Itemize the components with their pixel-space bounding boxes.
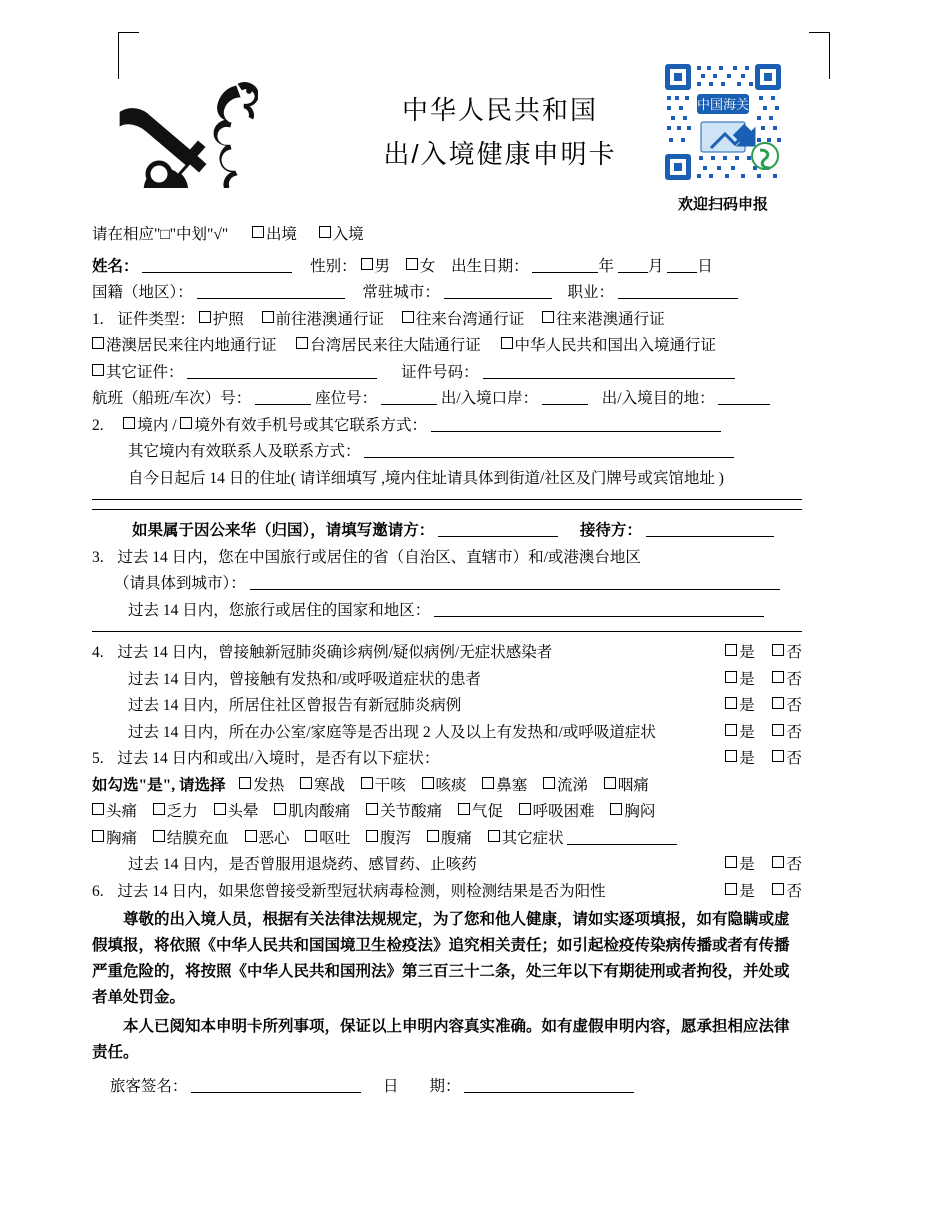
label-symptom-r3-6: 其它症状: [501, 829, 564, 847]
qr-center-label: 中国海关: [696, 97, 750, 112]
label-q5-number: 5.: [92, 750, 104, 767]
yesno-q4-1: [725, 667, 802, 693]
checkbox-symptom-chest-tightness[interactable]: [610, 803, 622, 815]
label-symptom-r3-4: 腹泻: [380, 829, 412, 847]
label-other-contact: 其它境内有效联系人及联系方式：: [128, 443, 361, 460]
input-birth-year[interactable]: [532, 272, 598, 273]
label-symptom-r2-2: 头晕: [227, 803, 259, 820]
row-signature: [92, 1074, 802, 1100]
row-doc-other: [92, 360, 802, 386]
label-symptom-r1-0: 发热: [253, 776, 285, 794]
row-flight: [92, 386, 802, 412]
row-q3-country: [92, 598, 802, 624]
label-q6-number: 6.: [92, 882, 104, 900]
checkbox-hkmacao-resident-permit[interactable]: [92, 337, 104, 349]
label-doc-opt-3: 往来港澳通行证: [556, 310, 665, 328]
label-doc-type: 证件类型：: [117, 310, 195, 328]
input-name[interactable]: [142, 272, 292, 273]
input-birth-month[interactable]: [618, 272, 648, 273]
yesno-q5: [725, 746, 802, 772]
label-no-medicine: 否: [786, 856, 802, 873]
label-q3-country: 过去 14 日内，您旅行或居住的国家和地区：: [128, 601, 431, 619]
label-doc-opt-2: 往来台湾通行证: [415, 310, 525, 328]
label-q4-text-1: 过去 14 日内，曾接触有发热和/或呼吸道症状的患者: [128, 670, 482, 688]
label-destination: 出/入境目的地：: [601, 390, 715, 407]
checkbox-passport[interactable]: [199, 311, 211, 323]
label-yes-medicine: 是: [739, 856, 755, 873]
label-name: 姓名：: [92, 257, 139, 275]
row-medicine: [92, 852, 802, 878]
checkbox-taiwan-resident-permit[interactable]: [296, 337, 308, 349]
label-symptom-r1-4: 鼻塞: [496, 776, 528, 794]
checkbox-female[interactable]: [406, 258, 418, 270]
checkbox-symptom-nausea[interactable]: [245, 830, 257, 842]
input-other-document[interactable]: [187, 378, 377, 379]
input-birth-day[interactable]: [667, 272, 697, 273]
checkbox-entry[interactable]: [319, 226, 331, 238]
input-destination[interactable]: [718, 404, 770, 405]
checkbox-medicine-no[interactable]: [772, 856, 784, 868]
row-q4-2: [92, 693, 802, 719]
label-seat: 座位号：: [315, 390, 378, 407]
checkbox-symptom-headache[interactable]: [92, 803, 104, 815]
label-entry: 入境: [332, 226, 364, 243]
input-address-line-2[interactable]: [92, 508, 802, 510]
row-other-contact: [92, 439, 802, 465]
label-receiver: 接待方：: [579, 522, 642, 539]
label-symptom-r2-5: 气促: [471, 803, 503, 820]
label-no-q4-2: 否: [786, 697, 802, 714]
label-doc-opt2-0: 港澳居民来往内地通行证: [106, 337, 277, 354]
label-medicine: 过去 14 日内，是否曾服用退烧药、感冒药、止咳药: [128, 856, 477, 873]
checkbox-q5-yes[interactable]: [725, 750, 737, 762]
yesno-q4-2: [725, 693, 802, 719]
label-date: 日 期：: [383, 1078, 461, 1095]
yesno-medicine: [725, 852, 802, 878]
row-q3-city: [92, 571, 802, 597]
label-nationality: 国籍（地区）：: [92, 284, 193, 301]
row-symptom-list-1: [92, 773, 802, 799]
label-no-q4-1: 否: [786, 670, 802, 688]
checkbox-other-document[interactable]: [92, 364, 104, 376]
input-seat[interactable]: [381, 404, 437, 405]
label-address: 自今日起后 14 日的住址( 请详细填写 ,境内住址请具体到街道/社区及门牌号或宾馆地址 ): [128, 469, 724, 487]
checkbox-symptom-other[interactable]: [488, 830, 500, 842]
label-doc-opt-1: 前往港澳通行证: [275, 310, 385, 328]
checkbox-q4-0-yes[interactable]: [725, 644, 737, 656]
label-symptom-r1-2: 干咳: [374, 776, 406, 794]
form-body: [92, 222, 802, 1101]
label-yes-q4-3: 是: [739, 723, 755, 741]
checkbox-symptom-chest-pain[interactable]: [92, 830, 104, 842]
label-doc-number: 证件号码：: [401, 363, 479, 381]
input-phone[interactable]: [431, 431, 721, 432]
checkbox-symptom-difficulty-breathing[interactable]: [519, 803, 531, 815]
label-year: 年: [598, 257, 614, 275]
legal-statement-1: 尊敬的出入境人员，根据有关法律法规规定，为了您和他人健康，请如实逐项填报，如有隐瞒或虚假填报，将依照《中华人民共和国国境卫生检疫法》追究相关责任；如引起检疫传染病传播或者有传播严重危险的，将按照《中华人民共和国刑法》第三百三十二条，处三年以下有期徒刑或者拘役，并处或者单处罚金。: [92, 911, 790, 1006]
checkbox-symptom-abdominal-pain[interactable]: [427, 830, 439, 842]
input-signature[interactable]: [191, 1092, 361, 1093]
checkbox-exit[interactable]: [252, 226, 264, 238]
checkbox-symptom-diarrhea[interactable]: [366, 830, 378, 842]
row-doc-type: [92, 307, 802, 333]
input-address-line-1[interactable]: [92, 498, 802, 500]
label-overseas: 境外有效手机号或其它联系方式：: [194, 416, 427, 434]
checkbox-q5-no[interactable]: [772, 750, 784, 762]
instruction-prefix: 请在相应"□"中划"√": [92, 226, 229, 243]
title-line-2: 出/入境健康申明卡: [383, 139, 617, 169]
checkbox-q4-1-yes[interactable]: [725, 671, 737, 683]
checkbox-q4-3-yes[interactable]: [725, 724, 737, 736]
label-choose-symptoms: 如勾选"是", 请选择: [92, 776, 226, 794]
row-q4-3: [92, 720, 802, 746]
label-symptom-r2-1: 乏力: [166, 803, 198, 820]
label-q6-text: 过去 14 日内，如果您曾接受新型冠状病毒检测，则检测结果是否为阳性: [117, 882, 606, 900]
label-domestic: 境内: [137, 416, 169, 434]
label-symptom-r3-0: 胸痛: [106, 829, 138, 847]
input-receiver[interactable]: [646, 536, 774, 537]
row-q3-line1: [92, 545, 802, 571]
label-symptom-r1-6: 咽痛: [617, 776, 649, 794]
row-doc-type-2: [92, 333, 802, 359]
checkbox-symptom-joint-pain[interactable]: [366, 803, 378, 815]
checkbox-male[interactable]: [361, 258, 373, 270]
checkbox-overseas[interactable]: [180, 417, 192, 429]
input-q3-country[interactable]: [434, 616, 764, 617]
label-symptom-r1-1: 寒战: [313, 776, 345, 794]
yesno-q6: [725, 879, 802, 905]
label-no-q5: 否: [786, 750, 802, 767]
checkbox-q4-2-no[interactable]: [772, 697, 784, 709]
label-q2-number: 2.: [92, 416, 104, 434]
label-q5-text: 过去 14 日内和或出/入境时，是否有以下症状：: [117, 750, 440, 767]
label-yes-q5: 是: [739, 750, 755, 767]
label-female: 女: [419, 257, 436, 275]
row-q4-1: [92, 667, 802, 693]
input-occupation[interactable]: [618, 298, 738, 299]
row-symptom-list-3: [92, 826, 802, 852]
label-q4-text-3: 过去 14 日内，所在办公室/家庭等是否出现 2 人及以上有发热和/或呼吸道症状: [128, 723, 656, 741]
checkbox-symptom-dry-cough[interactable]: [361, 777, 373, 789]
legal-statement-2: 本人已阅知本申明卡所列事项，保证以上申明内容真实准确。如有虚假申明内容，愿承担相应法律责任。: [92, 1018, 790, 1061]
label-exit: 出境: [265, 226, 297, 243]
label-birthdate: 出生日期：: [451, 257, 529, 275]
checkbox-symptom-nasal-congestion[interactable]: [482, 777, 494, 789]
label-symptom-r2-7: 胸闷: [624, 803, 656, 820]
input-port[interactable]: [542, 404, 588, 405]
label-q4-text-0: 过去 14 日内，曾接触新冠肺炎确诊病例/疑似病例/无症状感染者: [117, 644, 553, 661]
label-gender: 性别：: [310, 257, 357, 275]
checkbox-symptom-dizziness[interactable]: [214, 803, 226, 815]
checkbox-symptom-chills[interactable]: [300, 777, 312, 789]
checkbox-symptom-fever[interactable]: [239, 777, 251, 789]
checkbox-symptom-shortness-of-breath[interactable]: [458, 803, 470, 815]
input-inviter[interactable]: [438, 536, 558, 537]
input-other-contact[interactable]: [364, 457, 734, 458]
label-invite: 如果属于因公来华（归国），请填写邀请方：: [132, 522, 435, 539]
checkbox-q4-3-no[interactable]: [772, 724, 784, 736]
checkbox-symptom-sputum[interactable]: [422, 777, 434, 789]
checkbox-symptom-muscle-pain[interactable]: [274, 803, 286, 815]
label-q3-text: 过去 14 日内，您在中国旅行或居住的省（自治区、直辖市）和/或港澳台地区: [117, 548, 641, 566]
label-no-q4-0: 否: [786, 644, 802, 661]
input-doc-number[interactable]: [483, 378, 735, 379]
row-name-gender-birth: [92, 254, 802, 280]
checkbox-hkmacao-permit[interactable]: [542, 311, 554, 323]
qr-code-icon[interactable]: [661, 60, 785, 184]
label-no-q4-3: 否: [786, 723, 802, 741]
row-q6: [92, 879, 802, 905]
label-other-document: 其它证件：: [106, 363, 184, 381]
qr-code-block: [648, 60, 798, 214]
checkbox-symptom-conjunctival-congestion[interactable]: [153, 830, 165, 842]
label-symptom-r2-4: 关节酸痛: [380, 803, 443, 820]
label-no-q6: 否: [786, 882, 802, 900]
input-date[interactable]: [464, 1092, 634, 1093]
input-resident-city[interactable]: [444, 298, 552, 299]
label-q1-number: 1.: [92, 310, 104, 328]
label-port: 出/入境口岸：: [440, 390, 539, 407]
label-yes-q6: 是: [739, 882, 755, 900]
yesno-q4-0: [725, 640, 802, 666]
checkbox-domestic[interactable]: [123, 417, 135, 429]
input-flight[interactable]: [255, 404, 311, 405]
label-symptom-r1-5: 流涕: [557, 776, 589, 794]
label-symptom-r3-5: 腹痛: [440, 829, 472, 847]
label-doc-opt2-2: 中华人民共和国出入境通行证: [514, 337, 717, 354]
yesno-q4-3: [725, 720, 802, 746]
checkbox-symptom-sore-throat[interactable]: [604, 777, 616, 789]
row-contact-phone: [92, 413, 802, 439]
qr-caption: 欢迎扫码申报: [677, 196, 768, 213]
checkbox-q4-2-yes[interactable]: [725, 697, 737, 709]
label-q4-text-2: 过去 14 日内，所居住社区曾报告有新冠肺炎病例: [128, 697, 462, 714]
customs-caduceus-key-emblem: [118, 78, 258, 188]
label-doc-opt2-1: 台湾居民来往大陆通行证: [310, 337, 481, 354]
checkbox-q6-yes[interactable]: [725, 883, 737, 895]
checkbox-symptom-vomiting[interactable]: [305, 830, 317, 842]
label-symptom-r3-1: 结膜充血: [166, 829, 229, 847]
form-header: [0, 0, 948, 213]
label-yes-q4-0: 是: [739, 644, 755, 661]
checkbox-hkmacao-travel-permit[interactable]: [262, 311, 274, 323]
checkbox-symptom-runny-nose[interactable]: [543, 777, 555, 789]
label-yes-q4-2: 是: [739, 697, 755, 714]
checkbox-prc-exit-entry-permit[interactable]: [501, 337, 513, 349]
label-symptom-r1-3: 咳痰: [435, 776, 467, 794]
label-signature: 旅客签名：: [109, 1078, 188, 1095]
instruction-row: [92, 222, 802, 248]
page-title: [300, 88, 700, 176]
label-resident-city: 常驻城市：: [362, 284, 440, 301]
label-month: 月: [647, 257, 664, 275]
title-line-1: 中华人民共和国: [401, 95, 598, 125]
checkbox-q4-0-no[interactable]: [772, 644, 784, 656]
input-q3-extra-line[interactable]: [92, 630, 802, 632]
input-nationality[interactable]: [197, 298, 345, 299]
checkbox-q6-no[interactable]: [772, 883, 784, 895]
label-slash: /: [172, 416, 177, 434]
checkbox-q4-1-no[interactable]: [772, 671, 784, 683]
input-symptom-other[interactable]: [567, 844, 677, 845]
row-q5: [92, 746, 802, 772]
label-flight: 航班（船班/车次）号：: [92, 390, 252, 407]
label-occupation: 职业：: [567, 284, 615, 301]
row-invite: [92, 518, 802, 544]
input-q3-city[interactable]: [250, 589, 780, 590]
checkbox-taiwan-travel-permit[interactable]: [402, 311, 414, 323]
label-doc-opt-0: 护照: [212, 310, 244, 328]
label-symptom-r2-3: 肌肉酸痛: [288, 803, 351, 820]
label-symptom-r2-6: 呼吸困难: [532, 803, 595, 820]
row-q4-0: [92, 640, 802, 666]
label-male: 男: [374, 257, 391, 275]
label-q3-city: （请具体到城市）：: [114, 575, 246, 592]
row-address-label: [92, 466, 802, 492]
checkbox-symptom-fatigue[interactable]: [153, 803, 165, 815]
label-day: 日: [697, 257, 713, 275]
label-symptom-r3-3: 呕吐: [319, 829, 351, 847]
checkbox-medicine-yes[interactable]: [725, 856, 737, 868]
row-symptom-list-2: [92, 799, 802, 825]
label-symptom-r2-0: 头痛: [106, 803, 138, 820]
label-q3-number: 3.: [92, 548, 104, 566]
label-yes-q4-1: 是: [739, 670, 755, 688]
label-symptom-r3-2: 恶心: [258, 829, 290, 847]
label-q4-number: 4.: [92, 644, 104, 661]
row-nationality: [92, 280, 802, 306]
